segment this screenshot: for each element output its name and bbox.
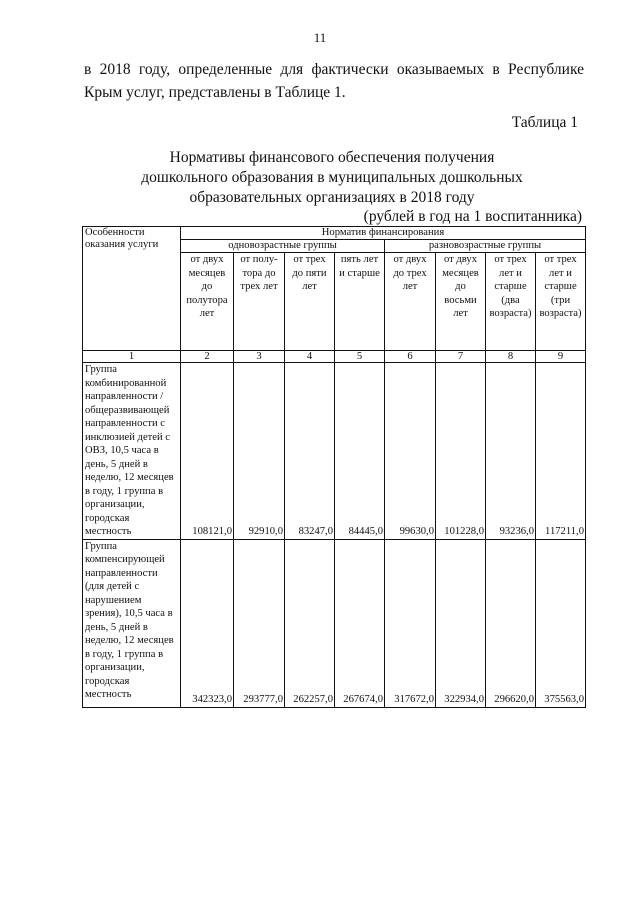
header-group-mixed-age: разновозрастные группы: [385, 240, 586, 253]
column-number: 5: [335, 351, 385, 363]
header-norm: Норматив финансирования: [181, 227, 586, 240]
value-cell: 342323,0: [181, 539, 234, 707]
value-cell: 296620,0: [486, 539, 536, 707]
value-cell: 267674,0: [335, 539, 385, 707]
value-cell: 108121,0: [181, 363, 234, 540]
value-cell: 99630,0: [385, 363, 436, 540]
row-label: Группа комбинированной направленности / общеразвивающей направленности с инклюзией детей с ОВЗ, 10,5 часа в день, 5 дней в неделю, 12 месяцев в году, 1 группа в организации, городская местность: [83, 363, 181, 540]
subheader-cell: от полу-тора до трех лет: [234, 253, 285, 351]
subheader-cell: от двух месяцев до восьми лет: [436, 253, 486, 351]
subheader-cell: от трех до пяти лет: [285, 253, 335, 351]
table-title: [100, 148, 564, 208]
value-cell: 262257,0: [285, 539, 335, 707]
column-number: 2: [181, 351, 234, 363]
table-row: [83, 539, 586, 707]
table-row: [83, 363, 586, 540]
value-cell: 84445,0: [335, 363, 385, 540]
column-number: 9: [536, 351, 586, 363]
subheader-cell: пять лет и старше: [335, 253, 385, 351]
value-cell: 375563,0: [536, 539, 586, 707]
column-number: 8: [486, 351, 536, 363]
intro-paragraph: в 2018 году, определенные для фактически оказываемых в Республике Крым услуг, представлены в Таблице 1.: [84, 61, 584, 101]
subheader-cell: от двух месяцев до полутора лет: [181, 253, 234, 351]
title-line: образовательных организациях в 2018 году: [189, 189, 475, 206]
header-group-same-age: одновозрастные группы: [181, 240, 385, 253]
column-number: 4: [285, 351, 335, 363]
title-line: дошкольного образования в муниципальных дошкольных: [141, 169, 523, 186]
value-cell: 93236,0: [486, 363, 536, 540]
unit-note: (рублей в год на 1 воспитанника): [363, 208, 582, 225]
column-number: 1: [83, 351, 181, 363]
value-cell: 293777,0: [234, 539, 285, 707]
subheader-cell: от трех лет и старше (два возраста): [486, 253, 536, 351]
header-features: Особенности оказания услуги: [83, 227, 181, 351]
column-number: 7: [436, 351, 486, 363]
page-number: 11: [313, 30, 327, 45]
value-cell: 317672,0: [385, 539, 436, 707]
value-cell: 117211,0: [536, 363, 586, 540]
column-number: 3: [234, 351, 285, 363]
value-cell: 101228,0: [436, 363, 486, 540]
financing-table: [82, 226, 586, 708]
row-label: Группа компенсирующей направленности (для детей с нарушением зрения), 10,5 часа в день, 5 дней в неделю, 12 месяцев в году, 1 группа в организации, городская местность: [83, 539, 181, 707]
value-cell: 322934,0: [436, 539, 486, 707]
subheader-cell: от двух до трех лет: [385, 253, 436, 351]
table-label: Таблица 1: [511, 114, 578, 131]
value-cell: 92910,0: [234, 363, 285, 540]
value-cell: 83247,0: [285, 363, 335, 540]
subheader-cell: от трех лет и старше (три возраста): [536, 253, 586, 351]
column-number: 6: [385, 351, 436, 363]
title-line: Нормативы финансового обеспечения получения: [169, 149, 495, 166]
